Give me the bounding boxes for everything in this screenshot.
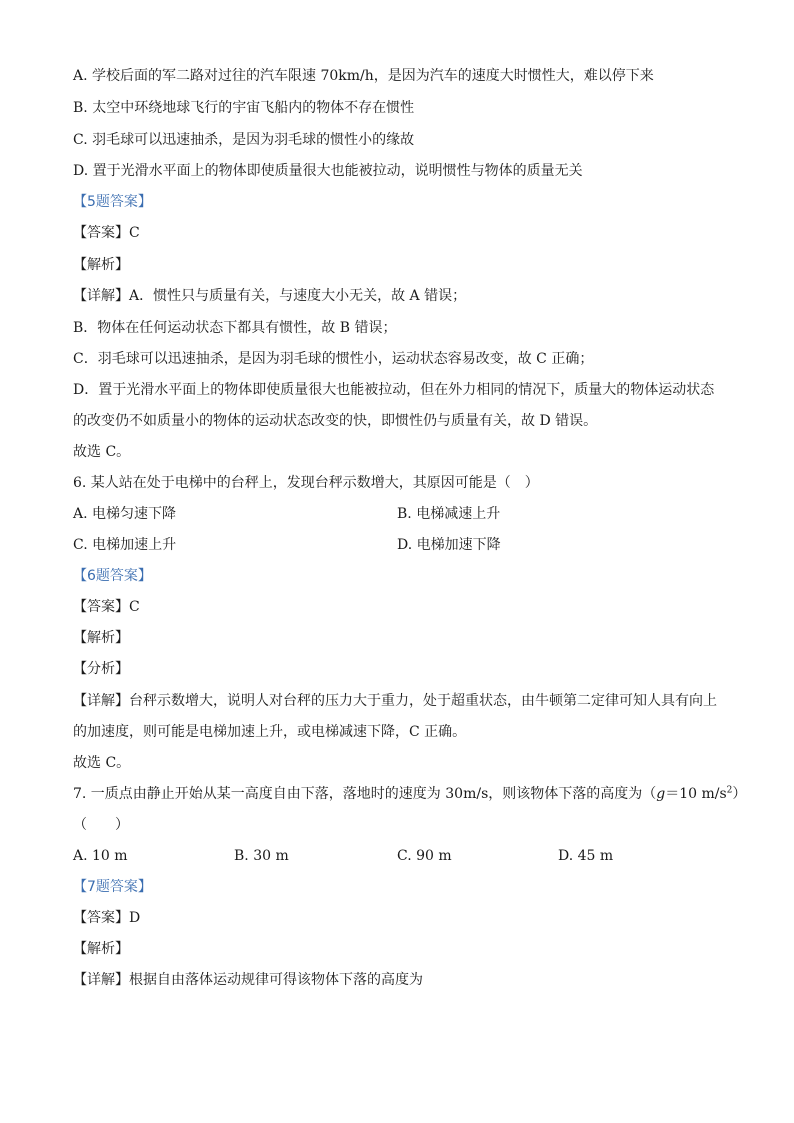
q6-answer-header: 【6题答案】 xyxy=(73,568,152,584)
q5-detail-line-3: C．羽毛球可以迅速抽杀，是因为羽毛球的惯性小，运动状态容易改变，故 C 正确； xyxy=(73,351,594,367)
q5-conclusion: 故选 C。 xyxy=(73,444,131,460)
q5-analysis-header: 【解析】 xyxy=(73,257,129,273)
q6-conclusion: 故选 C。 xyxy=(73,755,131,771)
q6-stem: 6. 某人站在处于电梯中的台秤上，发现台秤示数增大，其原因可能是（ ） xyxy=(73,475,539,491)
q5-detail-line-1: 【详解】A．惯性只与质量有关，与速度大小无关，故 A 错误； xyxy=(73,288,467,304)
q5-detail-line-4: D．置于光滑水平面上的物体即使质量很大也能被拉动，但在外力相同的情况下，质量大的物体运动状态 xyxy=(73,382,715,398)
q7-detail: 【详解】根据自由落体运动规律可得该物体下落的高度为 xyxy=(73,972,423,988)
q5-answer: 【答案】C xyxy=(73,225,140,241)
q5-answer-header: 【5题答案】 xyxy=(73,194,152,210)
q6-answer: 【答案】C xyxy=(73,599,140,615)
q7-option-c: C. 90 m xyxy=(397,848,452,864)
q5-detail-line-2: B．物体在任何运动状态下都具有惯性，故 B 错误； xyxy=(73,320,397,336)
q5-option-b: B. 太空中环绕地球飞行的宇宙飞船内的物体不存在惯性 xyxy=(73,100,415,116)
q6-option-a: A. 电梯匀速下降 xyxy=(73,506,177,522)
q5-detail-line-5: 的改变仍不如质量小的物体的运动状态改变的快，即惯性仍与质量有关，故 D 错误。 xyxy=(73,413,598,429)
q7-answer: 【答案】D xyxy=(73,910,141,926)
q7-stem-paren: （ ） xyxy=(73,817,129,833)
q7-stem-g: g xyxy=(656,786,666,802)
q5-option-d: D. 置于光滑水平面上的物体即使质量很大也能被拉动，说明惯性与物体的质量无关 xyxy=(73,163,583,179)
q7-answer-header: 【7题答案】 xyxy=(73,879,152,895)
q7-stem-sup: 2 xyxy=(726,785,733,796)
q7-stem-eq: ＝10 m/s xyxy=(665,786,727,802)
q6-option-d: D. 电梯加速下降 xyxy=(397,537,501,553)
q7-stem-close: ） xyxy=(732,786,747,802)
q7-option-a: A. 10 m xyxy=(73,848,128,864)
q7-stem xyxy=(73,784,747,804)
q6-detail-line-2: 的加速度，则可能是电梯加速上升，或电梯减速下降，C 正确。 xyxy=(73,724,467,740)
q5-option-c: C. 羽毛球可以迅速抽杀，是因为羽毛球的惯性小的缘故 xyxy=(73,132,415,148)
q6-option-c: C. 电梯加速上升 xyxy=(73,537,177,553)
q7-stem-main: 7. 一质点由静止开始从某一高度自由下落，落地时的速度为 30m/s，则该物体下落的高度为（ xyxy=(73,786,657,802)
q6-analysis-header: 【解析】 xyxy=(73,630,129,646)
q5-option-a: A. 学校后面的军二路对过往的汽车限速 70km/h，是因为汽车的速度大时惯性大，难以停下来 xyxy=(73,68,654,84)
q7-option-b: B. 30 m xyxy=(234,848,289,864)
q6-option-b: B. 电梯减速上升 xyxy=(397,506,501,522)
q7-analysis-header: 【解析】 xyxy=(73,941,129,957)
q6-detail-line-1: 【详解】台秤示数增大，说明人对台秤的压力大于重力，处于超重状态，由牛顿第二定律可知人具有向上 xyxy=(73,693,717,709)
q6-analysis-sub: 【分析】 xyxy=(73,661,129,677)
q7-option-d: D. 45 m xyxy=(558,848,614,864)
